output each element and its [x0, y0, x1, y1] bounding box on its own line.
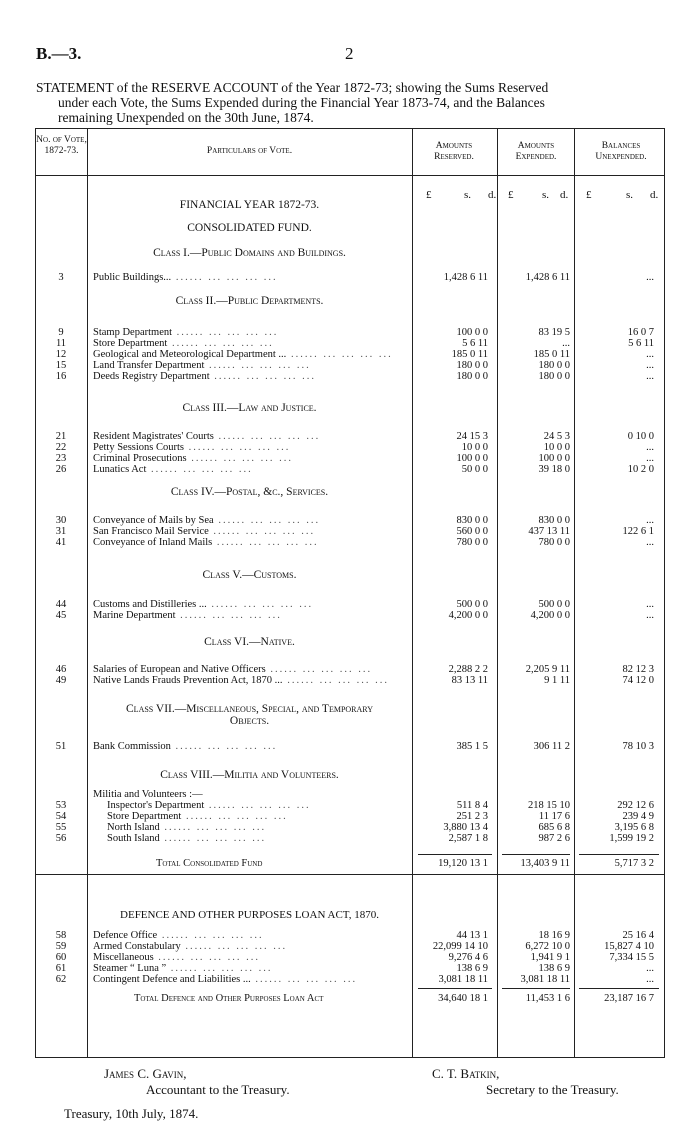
amount-reserved: 3,081 18 11	[438, 974, 488, 985]
amount-expended: 39 18 0	[538, 464, 570, 475]
vote-name: Steamer “ Luna ”	[93, 963, 167, 974]
accountant-name: James C. Gavin,	[104, 1066, 187, 1081]
vote-number: 22	[55, 442, 67, 453]
vote-name: Stamp Department	[93, 327, 173, 338]
leader-dots: ...... ... ... ... ...	[208, 526, 316, 537]
total-expended: 13,403 9 11	[520, 858, 570, 869]
amount-reserved: 780 0 0	[456, 537, 488, 548]
page-number: 2	[345, 44, 354, 63]
particulars-cell	[93, 833, 403, 844]
particulars-cell	[93, 453, 403, 464]
vote-number: 12	[55, 349, 67, 360]
amount-expended: 685 6 8	[538, 822, 570, 833]
total-rule	[418, 854, 492, 855]
pound-unit: £	[426, 189, 432, 201]
leader-dots: ...... ... ... ... ...	[157, 930, 264, 941]
vote-name: Marine Department	[93, 610, 176, 621]
particulars-cell	[93, 371, 403, 382]
particulars-cell	[93, 338, 403, 349]
amount-expended: 780 0 0	[538, 537, 570, 548]
vote-name: Customs and Distilleries ...	[93, 599, 207, 610]
amount-expended: 437 13 11	[528, 526, 570, 537]
vote-name: Contingent Defence and Liabilities ...	[93, 974, 251, 985]
vote-name: South Island	[107, 833, 160, 844]
total-balance: 23,187 16 7	[604, 993, 654, 1004]
class-heading: Class II.—Public Departments.	[175, 295, 324, 307]
amount-expended: 1,428 6 11	[525, 272, 570, 283]
amount-reserved: 1,428 6 11	[443, 272, 488, 283]
vote-name: Land Transfer Department	[93, 360, 205, 371]
amount-reserved: 138 6 9	[456, 963, 488, 974]
leader-dots: ...... ... ... ... ...	[146, 464, 253, 475]
leader-dots: ...... ... ... ... ...	[175, 610, 282, 621]
amount-expended: 830 0 0	[538, 515, 570, 526]
amount-reserved: 251 2 3	[456, 811, 488, 822]
amount-reserved: 511 8 4	[456, 800, 488, 811]
vote-name: Armed Constabulary	[93, 941, 181, 952]
vote-number: 53	[55, 800, 67, 811]
amount-expended: 10 0 0	[543, 442, 570, 453]
leader-dots: ...... ... ... ... ...	[186, 453, 293, 464]
vote-name: Salaries of European and Native Officers	[93, 664, 266, 675]
class-heading: Class VIII.—Militia and Volunteers.	[160, 769, 339, 781]
amount-reserved: 180 0 0	[456, 371, 488, 382]
leader-dots: ...... ... ... ... ...	[265, 664, 373, 675]
pence-unit: d.	[488, 189, 497, 201]
amount-expended: 83 19 5	[538, 327, 570, 338]
pound-unit: £	[586, 189, 592, 201]
vote-name: Geological and Meteorological Department ...	[93, 349, 287, 360]
amount-reserved: 50 0 0	[461, 464, 488, 475]
shilling-unit: s.	[626, 189, 634, 201]
amount-reserved: 5 6 11	[462, 338, 488, 349]
amount-expended: 180 0 0	[538, 371, 570, 382]
amount-reserved: 2,587 1 8	[448, 833, 488, 844]
vote-number: 23	[55, 453, 67, 464]
vote-number: 54	[55, 811, 67, 822]
balance-unexpended: 5 6 11	[628, 338, 654, 349]
title-line-1: STATEMENT of the RESERVE ACCOUNT of the Year 1872-73; showing the Sums Reserved	[36, 80, 549, 95]
balance-unexpended: 292 12 6	[617, 800, 654, 811]
total-rule	[502, 854, 570, 855]
vote-name: Inspector's Department	[107, 800, 205, 811]
amount-expended: 4,200 0 0	[530, 610, 570, 621]
particulars-cell	[93, 599, 403, 610]
column-rule	[497, 129, 498, 1057]
amount-reserved: 9,276 4 6	[448, 952, 488, 963]
amount-reserved: 3,880 13 4	[443, 822, 488, 833]
leader-dots: ...... ... ... ... ...	[172, 327, 279, 338]
amount-expended: 9 1 11	[544, 675, 570, 686]
vote-number: 41	[55, 537, 67, 548]
vote-number: 15	[55, 360, 67, 371]
shilling-unit: s.	[464, 189, 472, 201]
vote-number: 59	[55, 941, 67, 952]
vote-number: 26	[55, 464, 67, 475]
balance-unexpended: ...	[646, 453, 654, 464]
vote-number: 44	[55, 599, 67, 610]
balance-unexpended: ...	[646, 974, 654, 985]
amount-reserved: 83 13 11	[451, 675, 488, 686]
particulars-cell	[93, 327, 403, 338]
amount-expended: 100 0 0	[538, 453, 570, 464]
amount-expended: 1,941 9 1	[530, 952, 570, 963]
vote-name: Native Lands Frauds Prevention Act, 1870 ...	[93, 675, 283, 686]
financial-year-heading: FINANCIAL YEAR 1872-73.	[179, 199, 320, 211]
vote-number: 45	[55, 610, 67, 621]
leader-dots: ...... ... ... ... ...	[213, 515, 321, 526]
pound-unit: £	[508, 189, 514, 201]
leader-dots: ...... ... ... ... ...	[184, 442, 291, 453]
vote-number: 60	[55, 952, 67, 963]
vote-name: Miscellaneous	[93, 952, 154, 963]
vote-number: 58	[55, 930, 67, 941]
amount-expended: 2,205 9 11	[525, 664, 570, 675]
amount-reserved: 24 15 3	[456, 431, 488, 442]
amount-expended: 218 15 10	[528, 800, 570, 811]
balance-unexpended: ...	[646, 537, 654, 548]
vote-name: Bank Commission	[93, 741, 171, 752]
vote-name: North Island	[107, 822, 160, 833]
balance-unexpended: ...	[646, 599, 654, 610]
leader-dots: ...... ... ... ... ...	[209, 371, 317, 382]
particulars-cell	[93, 360, 403, 371]
leader-dots: ...... ... ... ... ...	[159, 822, 267, 833]
vote-number: 49	[55, 675, 67, 686]
amount-reserved: 44 13 1	[456, 930, 488, 941]
col-header-balances: Balances Unexpended.	[595, 141, 647, 162]
amount-reserved: 180 0 0	[456, 360, 488, 371]
balance-unexpended: ...	[646, 360, 654, 371]
amount-expended: 24 5 3	[543, 431, 570, 442]
vote-number: 9	[58, 327, 64, 338]
leader-dots: ...... ... ... ... ...	[282, 675, 389, 686]
particulars-cell	[93, 822, 403, 833]
total-balance: 5,717 3 2	[614, 858, 654, 869]
particulars-cell	[93, 811, 403, 822]
amount-expended: 11 17 6	[538, 811, 570, 822]
balance-unexpended: 10 2 0	[627, 464, 654, 475]
total-rule	[418, 988, 492, 989]
vote-name: Lunatics Act	[93, 464, 147, 475]
amount-expended: 138 6 9	[538, 963, 570, 974]
pence-unit: d.	[560, 189, 569, 201]
vote-name: Conveyance of Mails by Sea	[93, 515, 214, 526]
particulars-cell	[93, 272, 403, 283]
leader-dots: ...... ... ... ... ...	[250, 974, 358, 985]
leader-dots: ...... ... ... ... ...	[181, 811, 288, 822]
column-rule	[574, 129, 575, 1057]
amount-reserved: 10 0 0	[461, 442, 488, 453]
document-reference: B.—3.	[36, 44, 82, 63]
col-header-particulars: Particulars of Vote.	[206, 146, 293, 156]
class-heading: Class IV.—Postal, &c., Services.	[170, 486, 329, 498]
class-heading: Class III.—Law and Justice.	[182, 402, 317, 414]
total-expended: 11,453 1 6	[525, 993, 570, 1004]
class-heading: Class V.—Customs.	[202, 569, 297, 581]
title-line-2: under each Vote, the Sums Expended during the Financial Year 1873-74, and the Balances	[58, 95, 545, 110]
pence-unit: d.	[650, 189, 659, 201]
total-rule	[579, 854, 659, 855]
balance-unexpended: ...	[646, 442, 654, 453]
total-reserved: 34,640 18 1	[438, 993, 488, 1004]
vote-number: 46	[55, 664, 67, 675]
amount-reserved: 560 0 0	[456, 526, 488, 537]
secretary-title: Secretary to the Treasury.	[486, 1082, 619, 1097]
balance-unexpended: 1,599 19 2	[609, 833, 654, 844]
balance-unexpended: ...	[646, 610, 654, 621]
particulars-cell	[93, 431, 403, 442]
leader-dots: ...... ... ... ... ...	[167, 338, 274, 349]
vote-name: Public Buildings...	[93, 272, 172, 283]
total-label: Total Defence and Other Purposes Loan Act	[134, 993, 324, 1004]
vote-number: 55	[55, 822, 67, 833]
place-and-date: Treasury, 10th July, 1874.	[64, 1106, 199, 1121]
amount-reserved: 500 0 0	[456, 599, 488, 610]
class-heading: Class VII.—Miscellaneous, Special, and Temporary	[126, 703, 373, 715]
total-label: Total Consolidated Fund	[156, 858, 263, 869]
balance-unexpended: 74 12 0	[622, 675, 654, 686]
particulars-cell	[93, 515, 403, 526]
vote-number: 16	[55, 371, 67, 382]
statement-title	[36, 80, 666, 125]
vote-name: Store Department	[93, 338, 168, 349]
vote-number: 30	[55, 515, 67, 526]
leader-dots: ...... ... ... ... ...	[204, 800, 311, 811]
leader-dots: ...... ... ... ... ...	[206, 599, 314, 610]
particulars-cell	[93, 675, 403, 686]
vote-name: Criminal Prosecutions	[93, 453, 187, 464]
amount-reserved: 22,099 14 10	[432, 941, 488, 952]
amount-reserved: 385 1 5	[456, 741, 488, 752]
balance-unexpended: 239 4 9	[622, 811, 654, 822]
vote-number: 21	[55, 431, 67, 442]
amount-reserved: 100 0 0	[456, 327, 488, 338]
amount-reserved: 830 0 0	[456, 515, 488, 526]
amount-reserved: 100 0 0	[456, 453, 488, 464]
amount-reserved: 185 0 11	[451, 349, 488, 360]
particulars-cell	[93, 930, 403, 941]
particulars-cell	[93, 741, 403, 752]
amount-expended: 987 2 6	[538, 833, 570, 844]
balance-unexpended: 3,195 6 8	[614, 822, 654, 833]
secretary-name: C. T. Batkin,	[432, 1066, 500, 1081]
amount-expended: 18 16 9	[538, 930, 570, 941]
title-line-3: remaining Unexpended on the 30th June, 1874.	[58, 110, 314, 125]
balance-unexpended: 15,827 4 10	[604, 941, 654, 952]
balance-unexpended: 16 0 7	[627, 327, 654, 338]
particulars-cell	[93, 974, 403, 985]
class-heading: Class VI.—Native.	[204, 636, 295, 648]
column-rule	[412, 129, 413, 1057]
vote-number: 62	[55, 974, 67, 985]
amount-reserved: 2,288 2 2	[448, 664, 488, 675]
balance-unexpended: ...	[646, 349, 654, 360]
class-subheading: Militia and Volunteers :—	[93, 789, 203, 800]
amount-expended: 306 11 2	[533, 741, 570, 752]
defence-heading: DEFENCE AND OTHER PURPOSES LOAN ACT, 1870.	[120, 909, 379, 921]
leader-dots: ...... ... ... ... ...	[204, 360, 311, 371]
leader-dots: ...... ... ... ... ...	[153, 952, 261, 963]
balance-unexpended: ...	[646, 963, 654, 974]
vote-name: Petty Sessions Courts	[93, 442, 185, 453]
total-rule	[579, 988, 659, 989]
accountant-title: Accountant to the Treasury.	[146, 1082, 290, 1097]
class-heading: Class I.—Public Domains and Buildings.	[153, 247, 346, 259]
balance-unexpended: ...	[646, 371, 654, 382]
vote-name: Resident Magistrates' Courts	[93, 431, 214, 442]
vote-number: 11	[55, 338, 67, 349]
particulars-cell	[93, 610, 403, 621]
balance-unexpended: 0 10 0	[627, 431, 654, 442]
particulars-cell	[93, 442, 403, 453]
vote-name: Defence Office	[93, 930, 158, 941]
amount-expended: 180 0 0	[538, 360, 570, 371]
vote-name: San Francisco Mail Service	[93, 526, 209, 537]
amount-expended: 3,081 18 11	[520, 974, 570, 985]
leader-dots: ...... ... ... ... ...	[212, 537, 319, 548]
vote-number: 3	[58, 272, 64, 283]
balance-unexpended: 7,334 15 5	[609, 952, 654, 963]
fund-heading: CONSOLIDATED FUND.	[187, 222, 312, 234]
balance-unexpended: 82 12 3	[622, 664, 654, 675]
balance-unexpended: 25 16 4	[622, 930, 654, 941]
particulars-cell	[93, 941, 403, 952]
particulars-cell	[93, 526, 403, 537]
vote-number: 61	[55, 963, 67, 974]
total-reserved: 19,120 13 1	[438, 858, 488, 869]
particulars-cell	[93, 963, 403, 974]
header-rule	[36, 175, 664, 176]
particulars-cell	[93, 800, 403, 811]
vote-name: Conveyance of Inland Mails	[93, 537, 213, 548]
amount-expended: 6,272 10 0	[525, 941, 570, 952]
amount-reserved: 4,200 0 0	[448, 610, 488, 621]
total-rule	[502, 988, 570, 989]
vote-name: Deeds Registry Department	[93, 371, 210, 382]
amount-expended: ...	[562, 338, 570, 349]
class-heading-continued: Objects.	[229, 715, 270, 727]
leader-dots: ...... ... ... ... ...	[170, 741, 278, 752]
col-header-vote-no: No. of Vote, 1872-73.	[36, 135, 87, 156]
reserve-account-table	[35, 128, 665, 1058]
leader-dots: ...... ... ... ... ...	[166, 963, 273, 974]
vote-name: Store Department	[107, 811, 182, 822]
amount-expended: 185 0 11	[533, 349, 570, 360]
col-header-reserved: Amounts Reserved.	[434, 141, 474, 162]
balance-unexpended: 78 10 3	[622, 741, 654, 752]
balance-unexpended: ...	[646, 515, 654, 526]
leader-dots: ...... ... ... ... ...	[213, 431, 321, 442]
particulars-cell	[93, 464, 403, 475]
balance-unexpended: 122 6 1	[622, 526, 654, 537]
leader-dots: ...... ... ... ... ...	[286, 349, 393, 360]
leader-dots: ...... ... ... ... ...	[159, 833, 267, 844]
vote-number: 51	[55, 741, 67, 752]
particulars-cell	[93, 664, 403, 675]
particulars-cell	[93, 349, 403, 360]
leader-dots: ...... ... ... ... ...	[171, 272, 278, 283]
section-rule	[36, 874, 664, 875]
balance-unexpended: ...	[646, 272, 654, 283]
particulars-cell	[93, 537, 403, 548]
shilling-unit: s.	[542, 189, 550, 201]
vote-number: 56	[55, 833, 67, 844]
col-header-expended: Amounts Expended.	[515, 141, 557, 162]
amount-expended: 500 0 0	[538, 599, 570, 610]
leader-dots: ...... ... ... ... ...	[180, 941, 288, 952]
vote-number: 31	[55, 526, 67, 537]
particulars-cell	[93, 952, 403, 963]
